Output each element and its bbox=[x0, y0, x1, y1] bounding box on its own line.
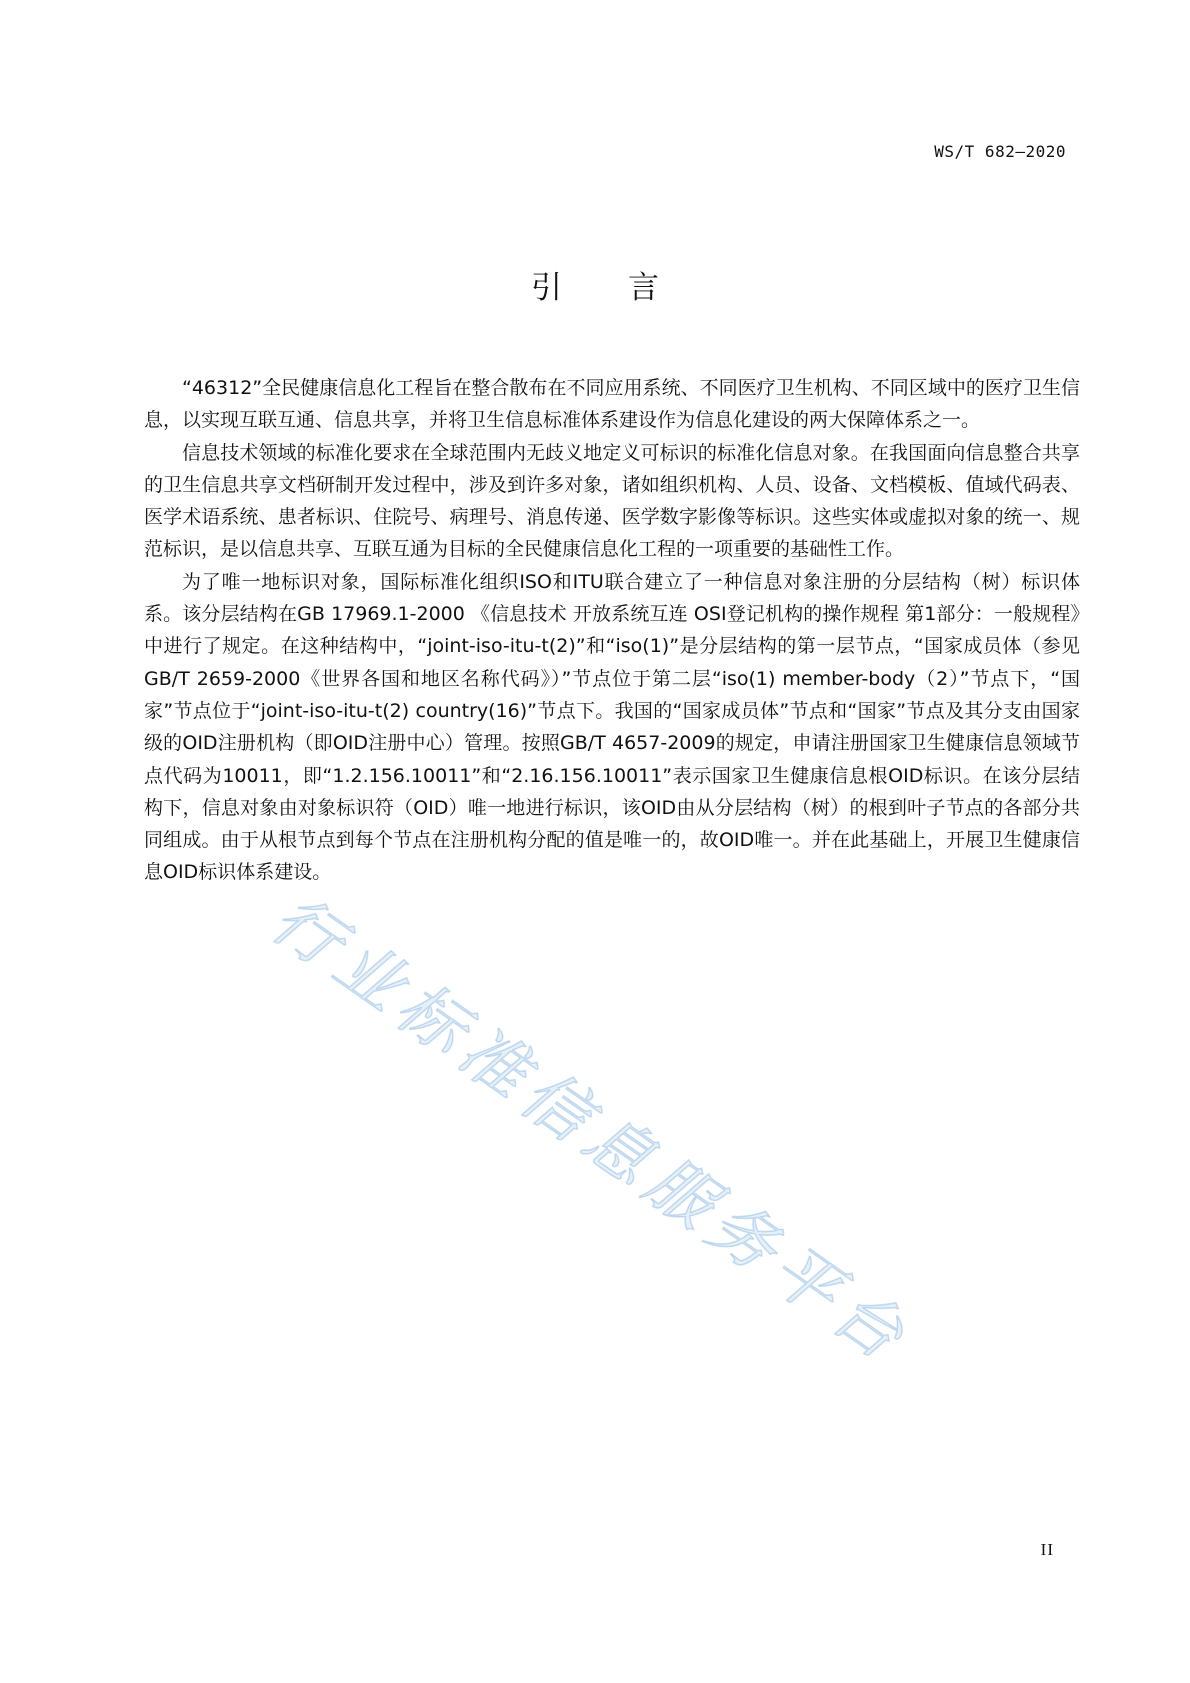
watermark: 行业标准信息服务平台 bbox=[258, 880, 925, 1380]
page-number: II bbox=[1040, 1540, 1054, 1559]
body-text bbox=[144, 372, 1080, 889]
document-code: WS/T 682—2020 bbox=[934, 142, 1066, 161]
paragraph-3: 为了唯一地标识对象，国际标准化组织ISO和ITU联合建立了一种信息对象注册的分层结构（树）标识体系。该分层结构在GB 17969.1-2000 《信息技术 开放系统互连 OSI登记机构的操作规程 第1部分：一般规程》中进行了规定。在这种结构中，“joint-iso-itu-t(2)”和“iso(1)”是分层结构的第一层节点，“国家成员体（参见GB/T 2659-2000《世界各国和地区名称代码》）”节点位于第二层“iso(1) member-body（2）”节点下，“国家”节点位于“joint-iso-itu-t(2) country(16)”节点下。我国的“国家成员体”节点和“国家”节点及其分支由国家级的OID注册机构（即OID注册中心）管理。按照GB/T 4657-2009的规定，申请注册国家卫生健康信息领域节点代码为10011，即“1.2.156.10011”和“2.16.156.10011”表示国家卫生健康信息根OID标识。在该分层结构下，信息对象由对象标识符（OID）唯一地进行标识，该OID由从分层结构（树）的根到叶子节点的各部分共同组成。由于从根节点到每个节点在注册机构分配的值是唯一的，故OID唯一。并在此基础上，开展卫生健康信息OID标识体系建设。 bbox=[144, 570, 1080, 884]
paragraph-2: 信息技术领域的标准化要求在全球范围内无歧义地定义可标识的标准化信息对象。在我国面向信息整合共享的卫生信息共享文档研制开发过程中，涉及到许多对象，诸如组织机构、人员、设备、文档模板、值域代码表、医学术语系统、患者标识、住院号、病理号、消息传递、医学数字影像等标识。这些实体或虚拟对象的统一、规范标识，是以信息共享、互联互通为目标的全民健康信息化工程的一项重要的基础性工作。 bbox=[144, 441, 1080, 561]
paragraph-1: “46312”全民健康信息化工程旨在整合散布在不同应用系统、不同医疗卫生机构、不同区域中的医疗卫生信息，以实现互联互通、信息共享，并将卫生信息标准体系建设作为信息化建设的两大保障体系之一。 bbox=[144, 377, 1080, 432]
section-title: 引言 bbox=[531, 270, 725, 306]
